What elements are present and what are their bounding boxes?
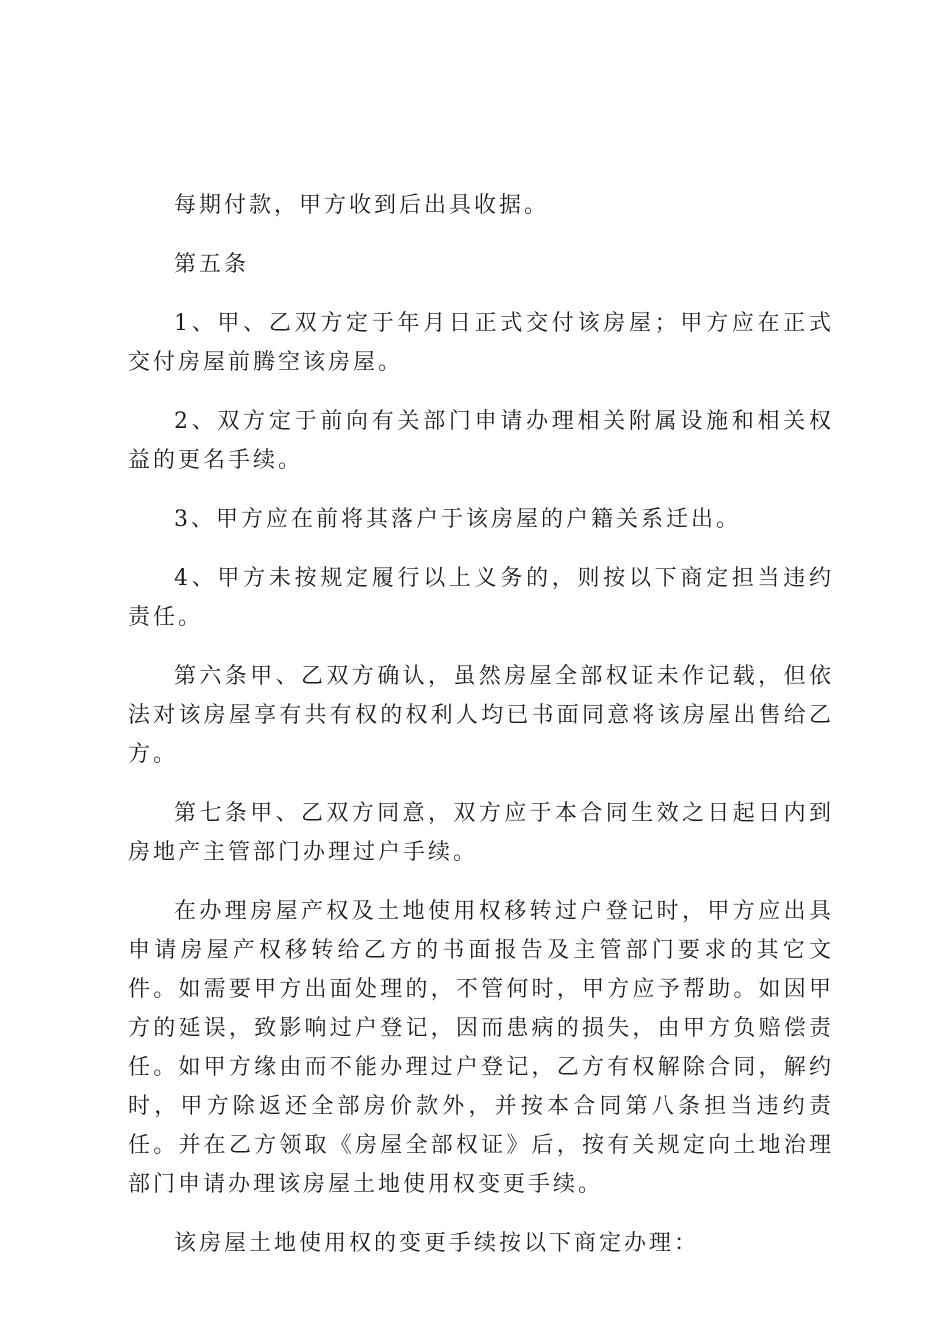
document-body (128, 186, 834, 1283)
paragraph-article-7: 第七条甲、乙双方同意，双方应于本合同生效之日起日内到房地产主管部门办理过户手续。 (128, 801, 834, 865)
paragraph-article-5-item-2: 2、双方定于前向有关部门申请办理相关附属设施和相关权益的更名手续。 (128, 409, 834, 473)
paragraph-article-5-item-3: 3、甲方应在前将其落户于该房屋的户籍关系迁出。 (174, 507, 741, 532)
paragraph-transfer-registration: 在办理房屋产权及土地使用权移转过户登记时，甲方应出具申请房屋产权移转给乙方的书面报告及主管部门要求的其它文件。如需要甲方出面处理的，不管何时，甲方应予帮助。如因甲方的延误，致影响过户登记，因而患病的损失，由甲方负赔偿责任。如甲方缘由而不能办理过户登记，乙方有权解除合同，解约时，甲方除返还全部房价款外，并按本合同第八条担当违约责任。并在乙方领取《房屋全部权证》后，按有关规定向土地治理部门申请办理该房屋土地使用权变更手续。 (128, 899, 834, 1197)
paragraph-article-5-item-4: 4、甲方未按规定履行以上义务的，则按以下商定担当违约责任。 (128, 566, 834, 630)
paragraph-article-6: 第六条甲、乙双方确认，虽然房屋全部权证未作记载，但依法对该房屋享有共有权的权利人均已书面同意将该房屋出售给乙方。 (128, 664, 834, 767)
paragraph-payment-receipt: 每期付款，甲方收到后出具收据。 (174, 193, 550, 218)
paragraph-article-5-item-1: 1、甲、乙双方定于年月日正式交付该房屋；甲方应在正式交付房屋前腾空该房屋。 (128, 311, 834, 375)
paragraph-land-use-change: 该房屋土地使用权的变更手续按以下商定办理： (174, 1231, 700, 1256)
heading-article-5: 第五条 (174, 252, 250, 277)
